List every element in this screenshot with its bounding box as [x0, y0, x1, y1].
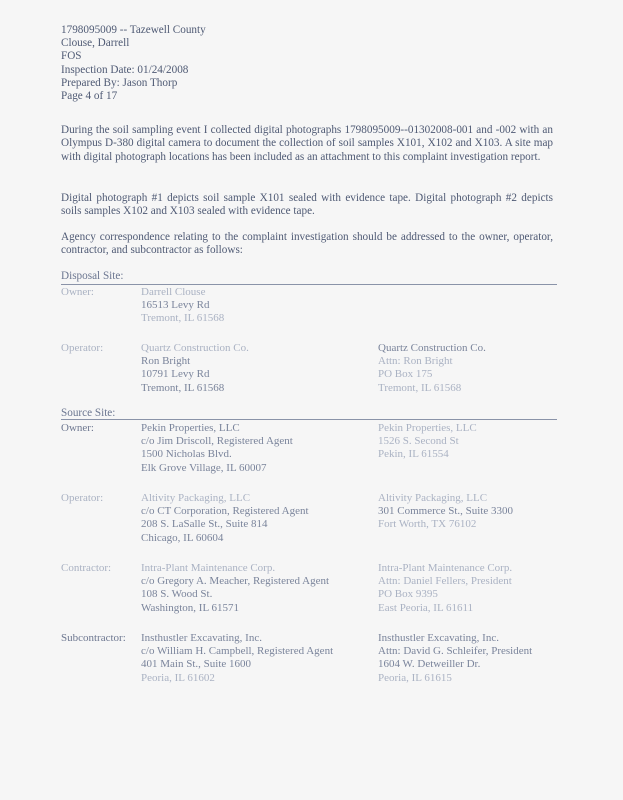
- source-owner-address: [141, 422, 293, 475]
- address-line: Washington, IL 61571: [141, 601, 240, 614]
- address-line: Darrell Clouse: [141, 286, 206, 298]
- address-line: Peoria, IL 61615: [378, 671, 452, 684]
- address-line: Tremont, IL 61568: [141, 381, 225, 394]
- address-line: 1604 W. Detweiller Dr.: [378, 658, 481, 671]
- section-divider: [61, 284, 557, 285]
- address-line: Pekin Properties, LLC: [141, 422, 240, 434]
- address-line: PO Box 9395: [378, 588, 438, 601]
- header-line: Page 4 of 17: [61, 90, 118, 103]
- source-operator-address: [141, 492, 309, 545]
- header-line: Clouse, Darrell: [61, 37, 130, 50]
- address-line: Insthustler Excavating, Inc.: [141, 632, 262, 644]
- address-line: Peoria, IL 61602: [141, 671, 215, 684]
- address-line: Chicago, IL 60604: [141, 531, 224, 544]
- source-subcontractor-address: [141, 632, 333, 685]
- disposal-site-heading: Disposal Site:: [61, 270, 124, 282]
- paragraph-photographs: During the soil sampling event I collected digital photographs 1798095009--01302008-001 and -002 with an Olympus D-380 digital camera to document the collection of soil samples X101, X102 and X103. A site map with digital photograph locations has been included as an attachment to this complaint investigation report.: [61, 124, 553, 163]
- address-line: Quartz Construction Co.: [378, 342, 486, 354]
- address-line: c/o Gregory A. Meacher, Registered Agent: [141, 575, 330, 588]
- header-line: Inspection Date: 01/24/2008: [61, 63, 189, 76]
- report-header: [61, 24, 206, 103]
- source-contractor-address: [141, 562, 329, 615]
- address-line: 1526 S. Second St: [378, 435, 459, 448]
- address-line: Intra-Plant Maintenance Corp.: [378, 562, 513, 574]
- address-line: 401 Main St., Suite 1600: [141, 658, 252, 671]
- address-line: Intra-Plant Maintenance Corp.: [141, 562, 276, 574]
- disposal-operator-address: [141, 342, 249, 395]
- address-line: Altivity Packaging, LLC: [378, 492, 488, 504]
- disposal-owner-address: [141, 286, 224, 326]
- paragraph-photo-descriptions: Digital photograph #1 depicts soil sample X101 sealed with evidence tape. Digital photograph #2 depicts soils samples X102 and X103 sealed with evidence tape.: [61, 192, 553, 218]
- source-site-heading: Source Site:: [61, 407, 116, 419]
- address-line: Altivity Packaging, LLC: [141, 492, 251, 504]
- address-line: c/o William H. Campbell, Registered Agent: [141, 645, 334, 658]
- address-line: Insthustler Excavating, Inc.: [378, 632, 499, 644]
- address-line: Pekin Properties, LLC: [378, 422, 477, 434]
- address-line: Elk Grove Village, IL 60007: [141, 461, 267, 474]
- address-line: PO Box 175: [378, 368, 433, 381]
- address-line: Attn: Daniel Fellers, President: [378, 575, 512, 588]
- source-operator-label: Operator:: [61, 492, 104, 504]
- address-line: Ron Bright: [141, 355, 191, 368]
- address-line: Tremont, IL 61568: [141, 312, 225, 325]
- source-owner-mailing-address: [378, 422, 477, 462]
- address-line: Attn: David G. Schleifer, President: [378, 645, 533, 658]
- source-subcontractor-label: Subcontractor:: [61, 632, 126, 644]
- address-line: 208 S. LaSalle St., Suite 814: [141, 518, 268, 531]
- disposal-owner-label: Owner:: [61, 286, 94, 298]
- header-line: Prepared By: Jason Thorp: [61, 76, 178, 89]
- source-subcontractor-mailing-address: [378, 632, 532, 685]
- disposal-operator-mailing-address: [378, 342, 486, 395]
- header-line: FOS: [61, 50, 82, 63]
- address-line: 108 S. Wood St.: [141, 588, 213, 601]
- header-line: 1798095009 -- Tazewell County: [61, 24, 206, 36]
- address-line: Tremont, IL 61568: [378, 381, 462, 394]
- disposal-operator-label: Operator:: [61, 342, 104, 354]
- address-line: Quartz Construction Co.: [141, 342, 249, 354]
- source-owner-label: Owner:: [61, 422, 94, 434]
- source-operator-mailing-address: [378, 492, 513, 532]
- address-line: 10791 Levy Rd: [141, 368, 210, 381]
- address-line: Attn: Ron Bright: [378, 355, 453, 368]
- source-contractor-mailing-address: [378, 562, 512, 615]
- address-line: Pekin, IL 61554: [378, 448, 449, 461]
- address-line: Fort Worth, TX 76102: [378, 518, 477, 531]
- section-divider: [61, 419, 557, 420]
- address-line: c/o CT Corporation, Registered Agent: [141, 505, 309, 518]
- paragraph-correspondence: Agency correspondence relating to the complaint investigation should be addressed to the owner, operator, contractor, and subcontractor as follows:: [61, 231, 553, 257]
- address-line: 16513 Levy Rd: [141, 299, 210, 312]
- address-line: c/o Jim Driscoll, Registered Agent: [141, 435, 293, 448]
- address-line: 1500 Nicholas Blvd.: [141, 448, 232, 461]
- address-line: East Peoria, IL 61611: [378, 601, 474, 614]
- source-contractor-label: Contractor:: [61, 562, 112, 574]
- address-line: 301 Commerce St., Suite 3300: [378, 505, 514, 518]
